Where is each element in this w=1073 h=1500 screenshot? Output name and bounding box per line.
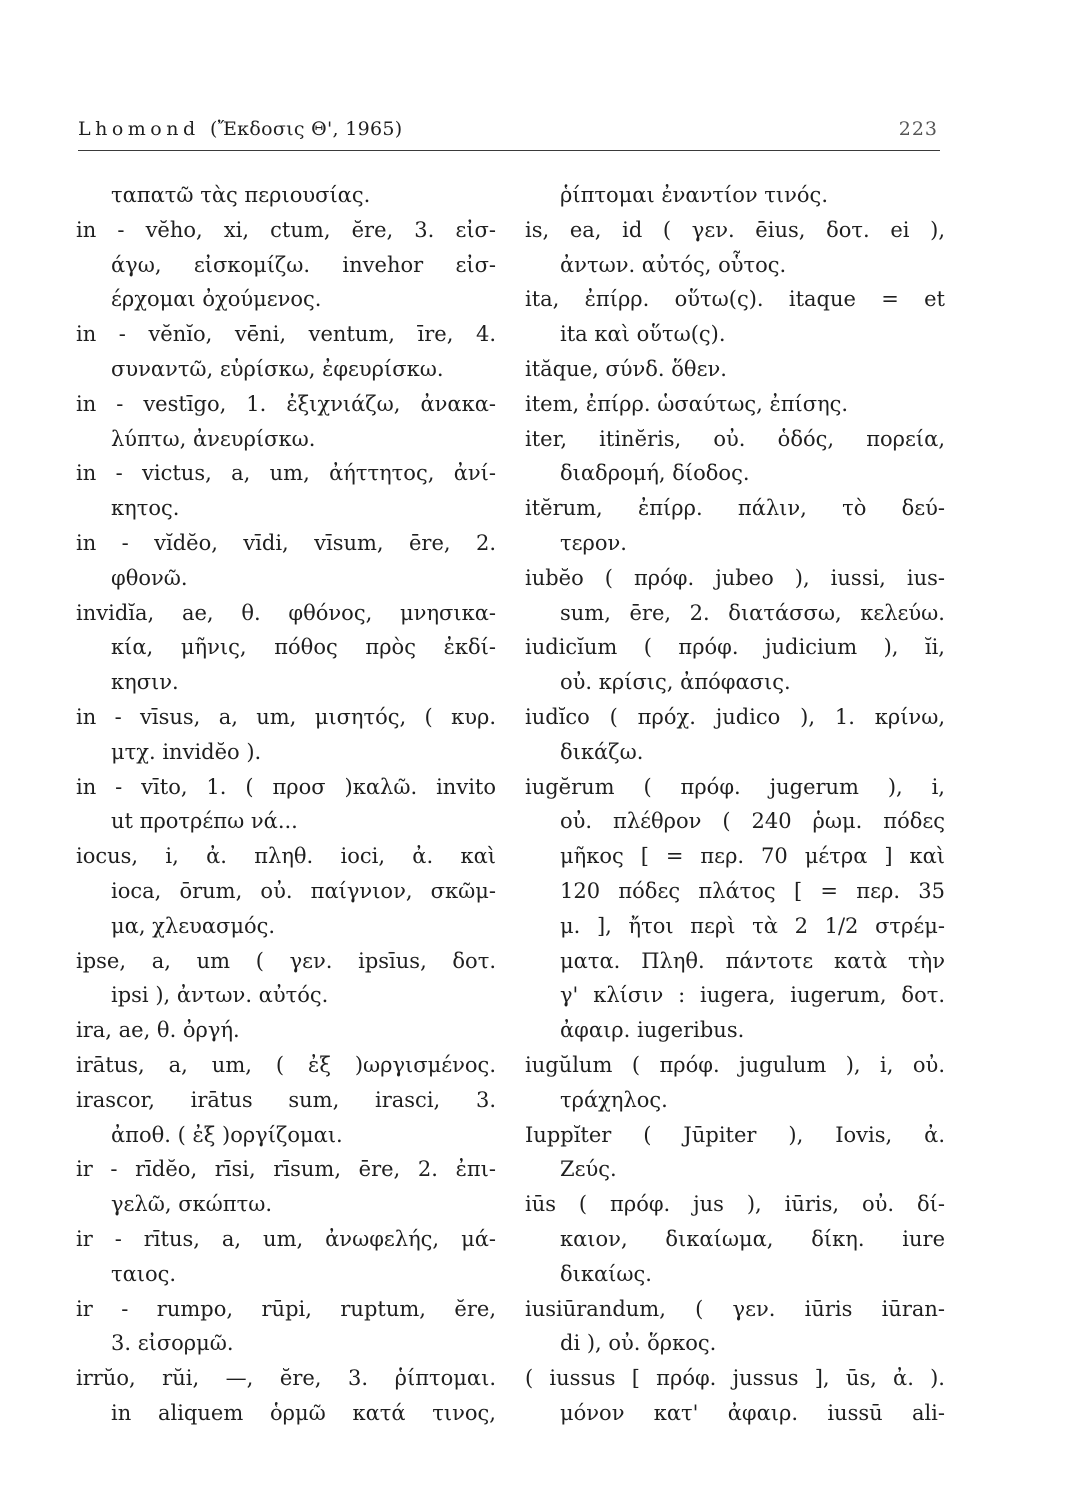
entry-line: τράχηλος. bbox=[560, 1087, 668, 1112]
entry-line: ir - rīdĕo, rīsi, rīsum, ēre, 2. ἐπι- bbox=[76, 1157, 496, 1182]
entry-line: ἀποθ. ( ἐξ )οργίζομαι. bbox=[111, 1122, 343, 1147]
header-author: Lhomond bbox=[78, 118, 200, 140]
entry-line: iubĕo ( πρόφ. jubeo ), iussi, ius- bbox=[525, 565, 945, 590]
entry-line: καιον, δικαίωμα, δίκη. iure bbox=[560, 1226, 945, 1251]
entry-line: κησιν. bbox=[111, 670, 179, 695]
entry-line: 3. εἰσορμῶ. bbox=[111, 1331, 234, 1356]
entry-line: irascor, irātus sum, irasci, 3. bbox=[76, 1087, 496, 1112]
entry-line: οὐ. κρίσις, ἀπόφασις. bbox=[560, 670, 791, 695]
running-title bbox=[78, 118, 402, 140]
entry-line: in - vestīgo, 1. ἐξιχνιάζω, ἀνακα- bbox=[76, 391, 496, 416]
entry-line: μῆκος [ = περ. 70 μέτρα ] καὶ bbox=[560, 844, 945, 869]
entry-line: ταιος. bbox=[111, 1261, 177, 1286]
entry-line: is, ea, id ( γεν. ēius, δοτ. ei ), bbox=[525, 217, 945, 242]
entry-line: μτχ. invidĕo ). bbox=[111, 739, 262, 764]
entry-line: irrŭo, rŭi, —, ĕre, 3. ῥίπτομαι. bbox=[76, 1366, 496, 1391]
entry-line: διαδρομή, δίοδος. bbox=[560, 461, 750, 486]
entry-line: iudicĭum ( πρόφ. judicium ), ĭi, bbox=[525, 635, 945, 660]
entry-line: ităque, σύνδ. ὅθεν. bbox=[525, 356, 727, 381]
entry-line: in - vĕnĭo, vēni, ventum, īre, 4. bbox=[76, 322, 496, 347]
entry-line: ipsi ), ἀντων. αὐτός. bbox=[111, 983, 329, 1008]
page-header bbox=[78, 112, 938, 146]
entry-line: ταπατῶ τὰς περιουσίας. bbox=[111, 183, 371, 207]
entry-line: ipse, a, um ( γεν. ipsīus, δοτ. bbox=[76, 948, 496, 973]
entry-line: in - vīsus, a, um, μισητός, ( κυρ. bbox=[76, 704, 496, 729]
right-column bbox=[525, 178, 945, 1431]
entry-line: irātus, a, um, ( ἐξ )ωργισμένος. bbox=[76, 1052, 496, 1077]
entry-line: Ζεύς. bbox=[560, 1157, 617, 1182]
entry-line: κητος. bbox=[111, 496, 180, 521]
entry-line: iugĕrum ( πρόφ. jugerum ), i, bbox=[525, 774, 945, 799]
entry-line: κία, μῆνις, πόθος πρὸς ἐκδί- bbox=[111, 635, 496, 660]
entry-line: λύπτω, ἀνευρίσκω. bbox=[111, 426, 316, 451]
entry-line: ut προτρέπω νά... bbox=[111, 809, 298, 834]
entry-line: itĕrum, ἐπίρρ. πάλιν, τὸ δεύ- bbox=[525, 496, 945, 521]
entry-line: iugŭlum ( πρόφ. jugulum ), i, οὐ. bbox=[525, 1052, 945, 1077]
entry-line: ( iussus [ πρόφ. jussus ], ūs, ἀ. ). bbox=[525, 1366, 945, 1391]
entry-line: έρχομαι ὀχούμενος. bbox=[111, 287, 322, 312]
entry-line: γ' κλίσιν : iugera, iugerum, δοτ. bbox=[560, 983, 945, 1008]
entry-line: sum, ēre, 2. διατάσσω, κελεύω. bbox=[560, 600, 945, 625]
header-edition: (Ἔκδοσις Θ', 1965) bbox=[210, 118, 403, 140]
entry-line: ioca, ōrum, οὐ. παίγνιον, σκῶμ- bbox=[111, 878, 496, 903]
entry-line: in - vĭdĕo, vīdi, vīsum, ēre, 2. bbox=[76, 530, 496, 555]
entry-line: ita καὶ οὕτω(ς). bbox=[560, 322, 726, 347]
entry-line: άγω, εἰσκομίζω. invehor εἰσ- bbox=[111, 252, 496, 277]
entry-line: in - victus, a, um, ἀήττητος, ἀνί- bbox=[76, 461, 496, 486]
entry-line: 120 πόδες πλάτος [ = περ. 35 bbox=[560, 878, 945, 903]
entry-line: ita, ἐπίρρ. οὕτω(ς). itaque = et bbox=[525, 287, 945, 312]
entry-line: invidĭa, ae, θ. φθόνος, μνησικα- bbox=[76, 600, 496, 625]
entry-line: item, ἐπίρρ. ὡσαύτως, ἐπίσης. bbox=[525, 391, 849, 416]
entry-line: ἀφαιρ. iugeribus. bbox=[560, 1018, 745, 1043]
entry-line: δικάζω. bbox=[560, 739, 644, 764]
entry-line: iūs ( πρόφ. jus ), iūris, οὐ. δί- bbox=[525, 1192, 945, 1217]
entry-line: ir - rumpo, rūpi, ruptum, ĕre, bbox=[76, 1296, 496, 1321]
entry-line: Iuppĭter ( Jūpiter ), Iovis, ἀ. bbox=[525, 1122, 945, 1147]
entry-line: ira, ae, θ. ὀργή. bbox=[76, 1018, 240, 1043]
entry-line: in - vīto, 1. ( προσ )καλῶ. invito bbox=[76, 774, 496, 799]
entry-line: γελῶ, σκώπτω. bbox=[111, 1192, 273, 1217]
entry-line: συναντῶ, εὑρίσκω, ἐφευρίσκω. bbox=[111, 356, 444, 381]
entry-line: iudĭco ( πρόχ. judico ), 1. κρίνω, bbox=[525, 704, 945, 729]
header-rule bbox=[78, 150, 940, 151]
entry-line: ir - rītus, a, um, ἀνωφελής, μά- bbox=[76, 1226, 496, 1251]
entry-line: in aliquem ὁρμῶ κατά τινος, bbox=[111, 1400, 496, 1425]
left-column bbox=[76, 178, 496, 1431]
entry-line: φθονῶ. bbox=[111, 565, 188, 590]
entry-line: οὐ. πλέθρον ( 240 ῥωμ. πόδες bbox=[560, 809, 945, 834]
entry-line: in - vĕho, xi, ctum, ĕre, 3. εἰσ- bbox=[76, 217, 496, 242]
entry-line: μ. ], ἤτοι περὶ τὰ 2 1/2 στρέμ- bbox=[560, 913, 945, 938]
entry-line: δικαίως. bbox=[560, 1261, 652, 1286]
entry-line: ματα. Πληθ. πάντοτε κατὰ τὴν bbox=[560, 948, 945, 973]
page-number: 223 bbox=[898, 118, 938, 140]
entry-line: iter, itinĕris, οὐ. ὁδός, πορεία, bbox=[525, 426, 945, 451]
entry-line: iusiūrandum, ( γεν. iūris iūran- bbox=[525, 1296, 945, 1321]
entry-line: ῥίπτομαι ἐναντίον τινός. bbox=[560, 183, 828, 207]
entry-line: μόνον κατ' ἀφαιρ. iussū ali- bbox=[560, 1400, 945, 1425]
entry-line: iocus, i, ἀ. πληθ. ioci, ἀ. καὶ bbox=[76, 844, 496, 869]
entry-line: ἀντων. αὐτός, οὗτος. bbox=[560, 252, 787, 277]
entry-line: τερον. bbox=[560, 530, 627, 555]
entry-line: μα, χλευασμός. bbox=[111, 913, 276, 938]
entry-line: di ), οὐ. ὅρκος. bbox=[560, 1331, 717, 1356]
